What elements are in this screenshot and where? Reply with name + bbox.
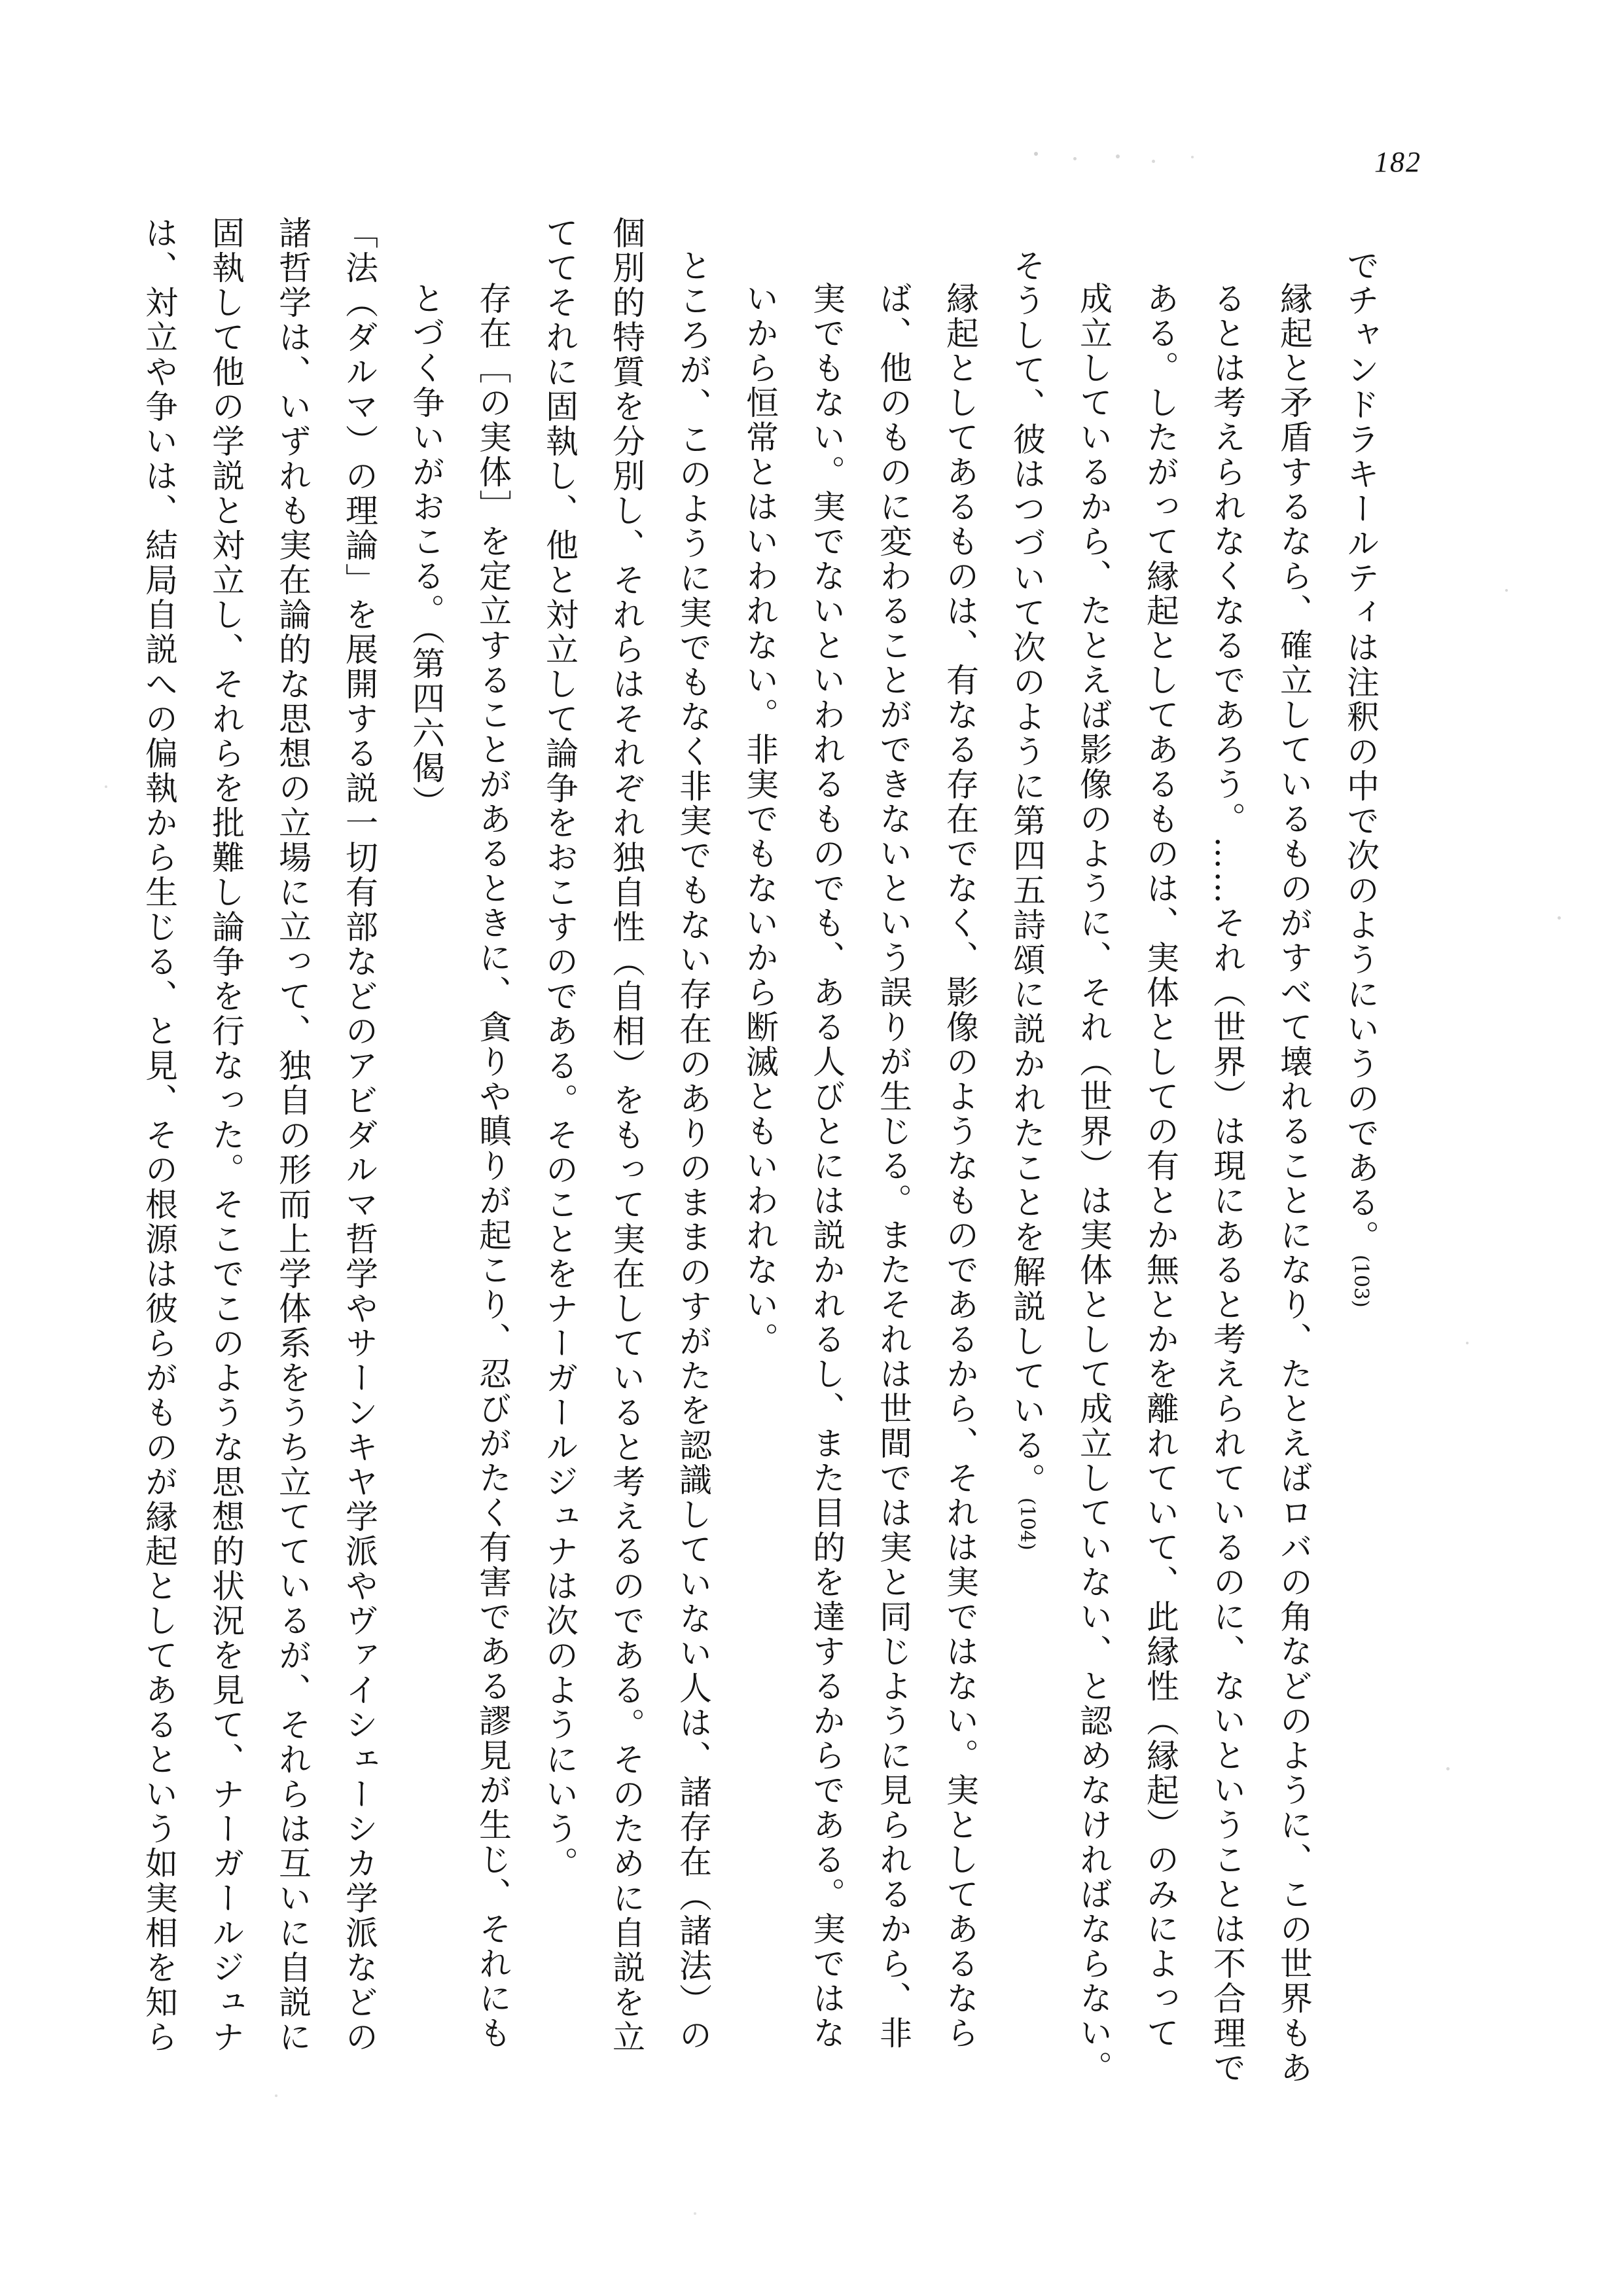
text-line-1: でチャンドラキールティは注釈の中で次のようにいうのである。(103) <box>1342 249 1380 1308</box>
text-line-12: 個別的特質を分別し、それらはそれぞれ独自性（自相）をもって実在していると考えるのである。そのために自説を立 <box>607 216 645 2054</box>
text-line-15: とづく争いがおこる。（第四六偈） <box>407 281 445 820</box>
text-line-4: ある。したがって縁起としてあるものは、実体としての有とか無とかを離れていて、此縁性（縁起）のみによって <box>1141 281 1179 2051</box>
scan-speckle <box>275 2094 277 2097</box>
body-text <box>126 216 1394 2085</box>
scan-speckle <box>1505 589 1508 592</box>
text-line-19: は、対立や争いは、結局自説への偏執から生じる、と見、その根源は彼らがものが縁起としてあるという如実相を知ら <box>140 216 178 2054</box>
text-line-2: 縁起と矛盾するなら、確立しているものがすべて壊れることになり、たとえばロバの角などのように、この世界もあ <box>1275 281 1313 2085</box>
text-line-11: ところが、このように実でもなく非実でもない存在のありのままのすがたを認識していない人は、諸存在（諸法）の <box>674 249 712 2053</box>
text-line-3: るとは考えられなくなるであろう。……それ（世界）は現にあると考えられているのに、ないということは不合理で <box>1208 281 1246 2085</box>
text-line-18: 固執して他の学説と対立し、それらを批難し論争を行なった。そこでこのような思想的状況を見て、ナーガールジュナ <box>207 216 245 2054</box>
text-line-7: 縁起としてあるものは、有なる存在でなく、影像のようなものであるから、それは実ではない。実としてあるなら <box>941 281 979 2051</box>
scan-speckle <box>1073 157 1077 160</box>
scan-speckle <box>1466 1342 1469 1344</box>
footnote-marker-103: (103) <box>1349 1255 1372 1308</box>
text-line-10: いから恒常とはいわれない。非実でもないから断滅ともいわれない。 <box>741 281 779 1357</box>
scan-speckle <box>1558 916 1561 920</box>
text-line-9: 実でもない。実でないといわれるものでも、ある人びとには説かれるし、また目的を達するからである。実ではな <box>808 281 846 2051</box>
text-line-8: ば、他のものに変わることができないという誤りが生じる。またそれは世間では実と同じように見られるから、非 <box>874 281 912 2051</box>
page-number: 182 <box>1374 146 1421 178</box>
scan-speckle <box>105 785 107 788</box>
text-line-14: 存在［の実体］を定立することがあるときに、貪りや瞋りが起こり、忍びがたく有害である謬見が生じ、それにも <box>474 281 512 2051</box>
text-line-17: 諸哲学は、いずれも実在論的な思想の立場に立って、独自の形而上学体系をうち立てているが、それらは互いに自説に <box>274 216 312 2054</box>
text-line-13: ててそれに固執し、他と対立して論争をおこすのである。そのことをナーガールジュナは次のようにいう。 <box>541 216 579 1881</box>
scan-speckle <box>694 2212 696 2215</box>
scan-speckle <box>1152 160 1155 163</box>
text-line-6: そうして、彼はつづいて次のように第四五詩頌に説かれたことを解説している。(104) <box>1008 249 1046 1551</box>
scan-speckle <box>1446 1767 1450 1770</box>
text-line-16: 「法（ダルマ）の理論」を展開する説一切有部などのアビダルマ哲学やサーンキヤ学派やヴァイシェーシカ学派などの <box>340 216 378 2054</box>
scan-speckle <box>1191 156 1194 158</box>
scan-speckle <box>1116 154 1120 158</box>
footnote-marker-104: (104) <box>1016 1498 1039 1551</box>
text-line-5: 成立しているから、たとえば影像のように、それ（世界）は実体として成立していない、と認めなければならない。 <box>1075 281 1113 2085</box>
scan-speckle <box>1034 152 1038 156</box>
